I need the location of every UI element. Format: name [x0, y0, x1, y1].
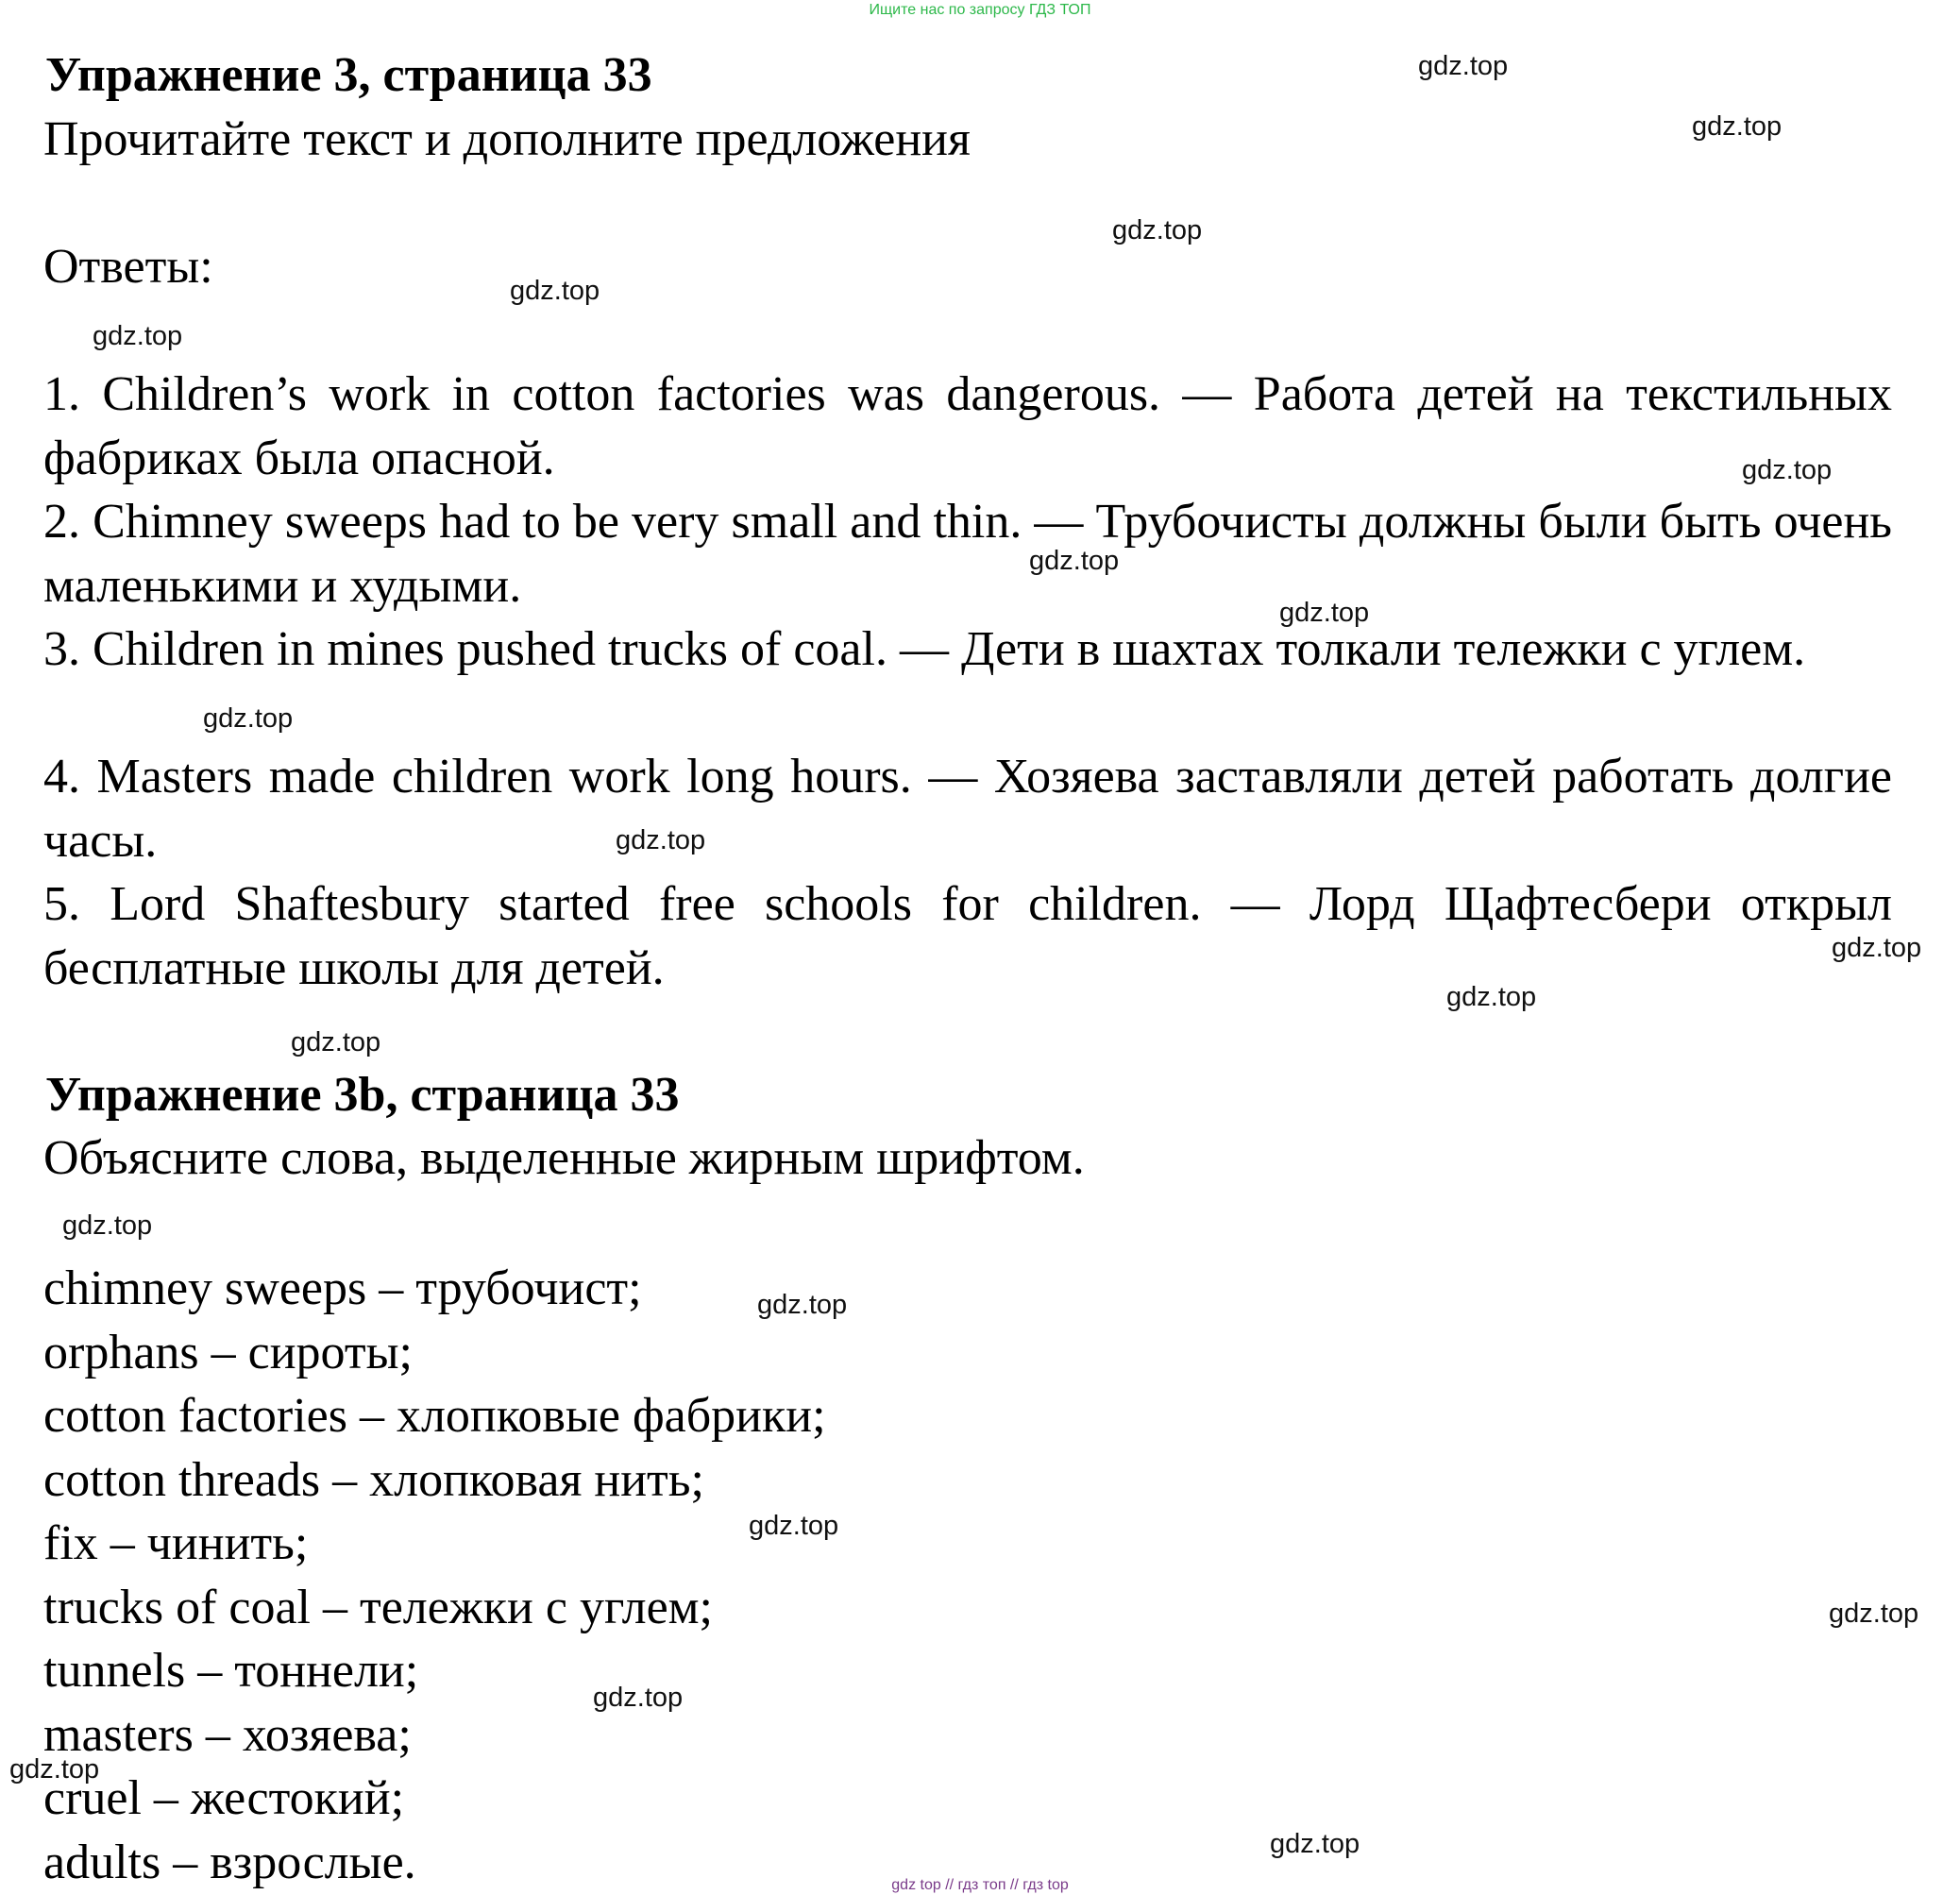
- answer-5: 5. Lord Shaftesbury started free schools for children. — Лорд Щафтесбери открыл бесплатные школы для детей.: [43, 877, 1892, 995]
- vocab-item: cotton factories – хлопковые фабрики;: [43, 1389, 826, 1443]
- watermark: gdz.top: [757, 1290, 848, 1320]
- watermark: gdz.top: [9, 1754, 100, 1785]
- answer-1: 1. Children’s work in cotton factories was dangerous. — Работа детей на текстильных фабриках была опасной.: [43, 367, 1892, 485]
- watermark: gdz.top: [1832, 933, 1922, 963]
- vocab-item: trucks of coal – тележки с углем;: [43, 1580, 714, 1634]
- watermark: gdz.top: [291, 1027, 381, 1057]
- bottom-banner: gdz top // гдз топ // гдз top: [891, 1877, 1069, 1893]
- exercise-3-instruction: Прочитайте текст и дополните предложения: [43, 112, 971, 166]
- vocab-item: orphans – сироты;: [43, 1325, 413, 1379]
- watermark: gdz.top: [1279, 598, 1370, 628]
- watermark: gdz.top: [62, 1210, 153, 1241]
- watermark: gdz.top: [203, 703, 294, 734]
- watermark: gdz.top: [510, 276, 600, 306]
- watermark: gdz.top: [1446, 982, 1537, 1012]
- watermark: gdz.top: [749, 1511, 839, 1541]
- watermark: gdz.top: [93, 321, 183, 351]
- answer-2: 2. Chimney sweeps had to be very small and thin. — Трубочисты должны были быть очень маленькими и худыми.: [43, 495, 1892, 613]
- vocabulary-list: [43, 1257, 1082, 1894]
- vocab-item: tunnels – тоннели;: [43, 1644, 419, 1698]
- vocab-item: fix – чинить;: [43, 1516, 309, 1570]
- vocab-item: adults – взрослые.: [43, 1835, 416, 1889]
- watermark: gdz.top: [1029, 546, 1120, 576]
- vocab-item: cotton threads – хлопковая нить;: [43, 1452, 704, 1507]
- exercise-3b-title: Упражнение 3b, страница 33: [45, 1068, 680, 1122]
- watermark: gdz.top: [1112, 215, 1203, 245]
- watermark: gdz.top: [1270, 1829, 1360, 1859]
- watermark: gdz.top: [1418, 51, 1509, 81]
- watermark: gdz.top: [616, 825, 706, 855]
- exercise-3-title: Упражнение 3, страница 33: [45, 48, 652, 102]
- watermark: gdz.top: [593, 1683, 684, 1713]
- watermark: gdz.top: [1692, 111, 1783, 142]
- watermark: gdz.top: [1829, 1599, 1919, 1629]
- answers-label: Ответы:: [43, 240, 213, 294]
- answer-3: 3. Children in mines pushed trucks of coal. — Дети в шахтах толкали тележки с углем.: [43, 622, 1806, 676]
- answer-4: 4. Masters made children work long hours. — Хозяева заставляли детей работать долгие часы.: [43, 750, 1892, 868]
- vocab-item: masters – хозяева;: [43, 1707, 412, 1762]
- vocab-item: chimney sweeps – трубочист;: [43, 1261, 642, 1315]
- watermark: gdz.top: [1742, 455, 1833, 485]
- top-banner: Ищите нас по запросу ГДЗ ТОП: [869, 2, 1091, 18]
- exercise-3b-instruction: Объясните слова, выделенные жирным шрифтом.: [43, 1131, 1085, 1185]
- vocab-item: cruel – жестокий;: [43, 1771, 405, 1825]
